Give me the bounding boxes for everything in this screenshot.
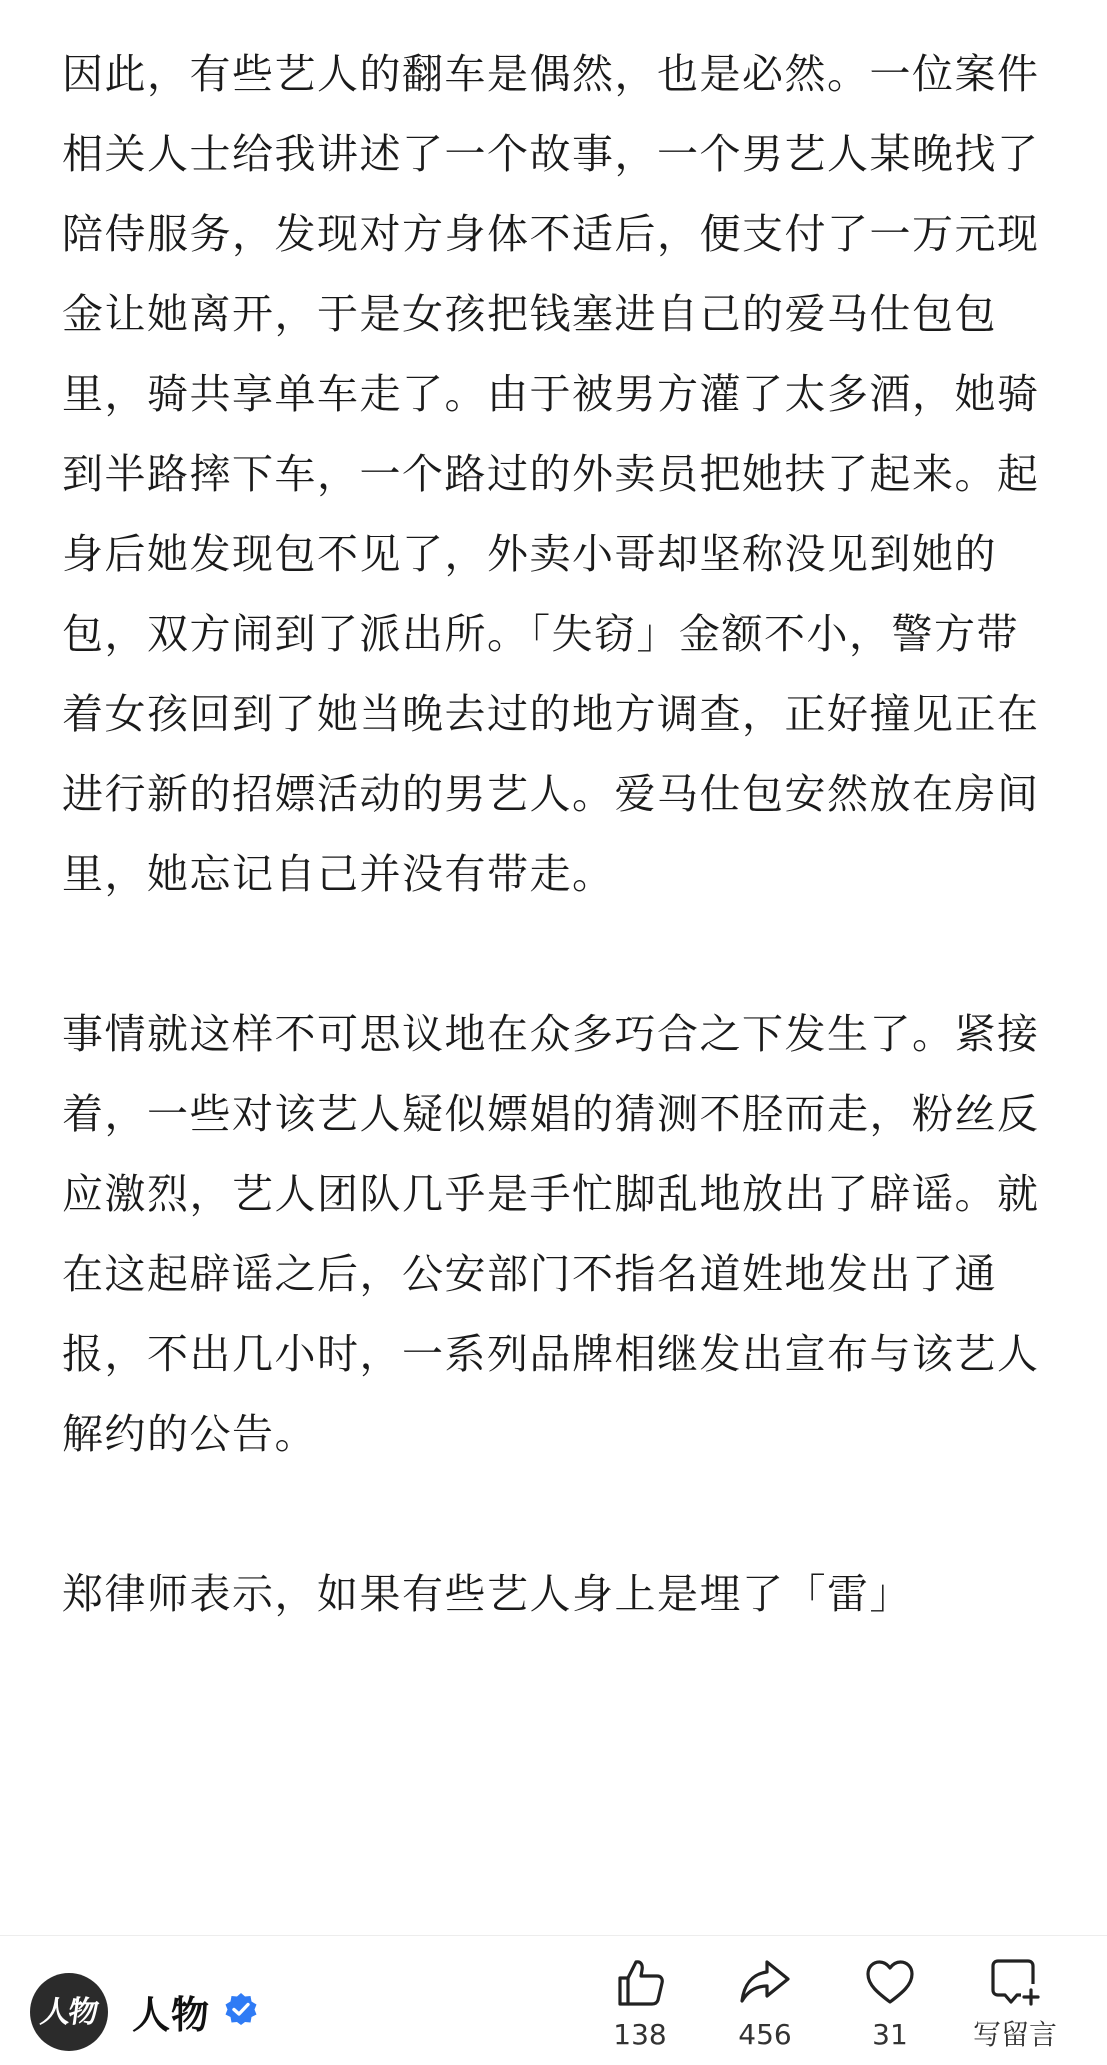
favorite-button[interactable] [835, 1954, 945, 2052]
favorite-count: 31 [872, 2018, 908, 2051]
comment-label: 写留言 [972, 2018, 1057, 2051]
avatar[interactable] [30, 1973, 108, 2051]
thumbs-up-icon [612, 1954, 668, 2010]
comment-button[interactable] [960, 1954, 1070, 2052]
share-button[interactable] [710, 1954, 820, 2052]
article-paragraph: 因此，有些艺人的翻车是偶然，也是必然。一位案件相关人士给我讲述了一个故事，一个男艺人某晚找了陪侍服务，发现对方身体不适后，便支付了一万元现金让她离开，于是女孩把钱塞进自己的爱马仕包包里，骑共享单车走了。由于被男方灌了太多酒，她骑到半路摔下车，一个路过的外卖员把她扶了起来。起身后她发现包不见了，外卖小哥却坚称没见到她的包，双方闹到了派出所。「失窃」金额不小，警方带着女孩回到了她当晚去过的地方调查，正好撞见正在进行新的招嫖活动的男艺人。爱马仕包安然放在房间里，她忘记自己并没有带走。 [62, 50, 1040, 898]
article-body [62, 34, 1042, 1634]
share-count: 456 [738, 2018, 792, 2051]
heart-icon [862, 1954, 918, 2010]
share-arrow-icon [737, 1954, 793, 2010]
article-paragraph: 事情就这样不可思议地在众多巧合之下发生了。紧接着，一些对该艺人疑似嫖娼的猜测不胫而走，粉丝反应激烈，艺人团队几乎是手忙脚乱地放出了辟谣。就在这起辟谣之后，公安部门不指名道姓地发出了通报，不出几小时，一系列品牌相继发出宣布与该艺人解约的公告。 [62, 1010, 1040, 1458]
like-button[interactable] [585, 1954, 695, 2052]
comment-add-icon [987, 1954, 1043, 2010]
account-name[interactable]: 人物 [132, 1993, 211, 2037]
avatar-logo-text: 人物 [38, 1995, 99, 2030]
bottom-action-bar [0, 1935, 1107, 2065]
like-count: 138 [613, 2018, 667, 2051]
article-paragraph: 郑律师表示，如果有些艺人身上是埋了「雷」 [62, 1570, 912, 1618]
verified-badge-icon [224, 1992, 258, 2026]
